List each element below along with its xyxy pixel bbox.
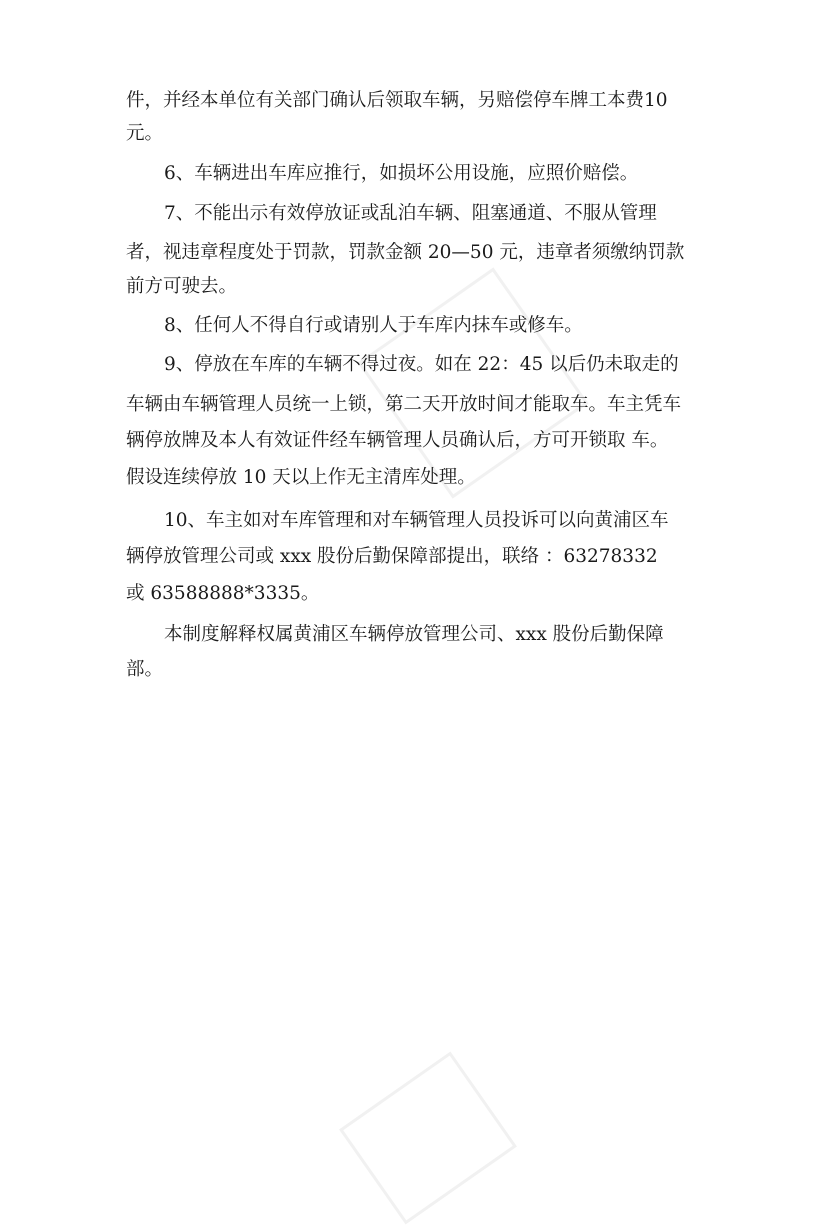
text-line: 辆停放牌及本人有效证件经车辆管理人员确认后，方可开锁取 车。 (126, 430, 669, 451)
text-line: 部。 (126, 659, 164, 680)
text-line: 8、任何人不得自行或请别人于车库内抹车或修车。 (164, 315, 583, 336)
text-line: 7、不能出示有效停放证或乱泊车辆、阻塞通道、不服从管理 (164, 203, 657, 224)
text-line: 本制度解释权属黄浦区车辆停放管理公司、xxx 股份后勤保障 (164, 624, 664, 645)
watermark-logo (339, 1051, 517, 1224)
text-line: 件，并经本单位有关部门确认后领取车辆，另赔偿停车牌工本费10 (126, 90, 668, 111)
text-line: 前方可驶去。 (126, 276, 238, 297)
text-line: 元。 (126, 123, 164, 144)
text-line: 假设连续停放 10 天以上作无主清库处理。 (126, 467, 476, 488)
text-line: 或 63588888*3335。 (126, 583, 320, 604)
text-line: 6、车辆进出车库应推行，如损坏公用设施，应照价赔偿。 (164, 163, 639, 184)
text-line: 车辆由车辆管理人员统一上锁，第二天开放时间才能取车。车主凭车 (126, 394, 682, 415)
text-line: 辆停放管理公司或 xxx 股份后勤保障部提出，联络 ：63278332 (126, 546, 658, 567)
text-line: 者，视违章程度处于罚款，罚款金额 20—50 元，违章者须缴纳罚款 (126, 242, 685, 263)
text-line: 9、停放在车库的车辆不得过夜。如在 22：45 以后仍未取走的 (164, 354, 679, 375)
text-line: 10、车主如对车库管理和对车辆管理人员投诉可以向黄浦区车 (164, 510, 669, 531)
watermark-logo (357, 267, 588, 498)
